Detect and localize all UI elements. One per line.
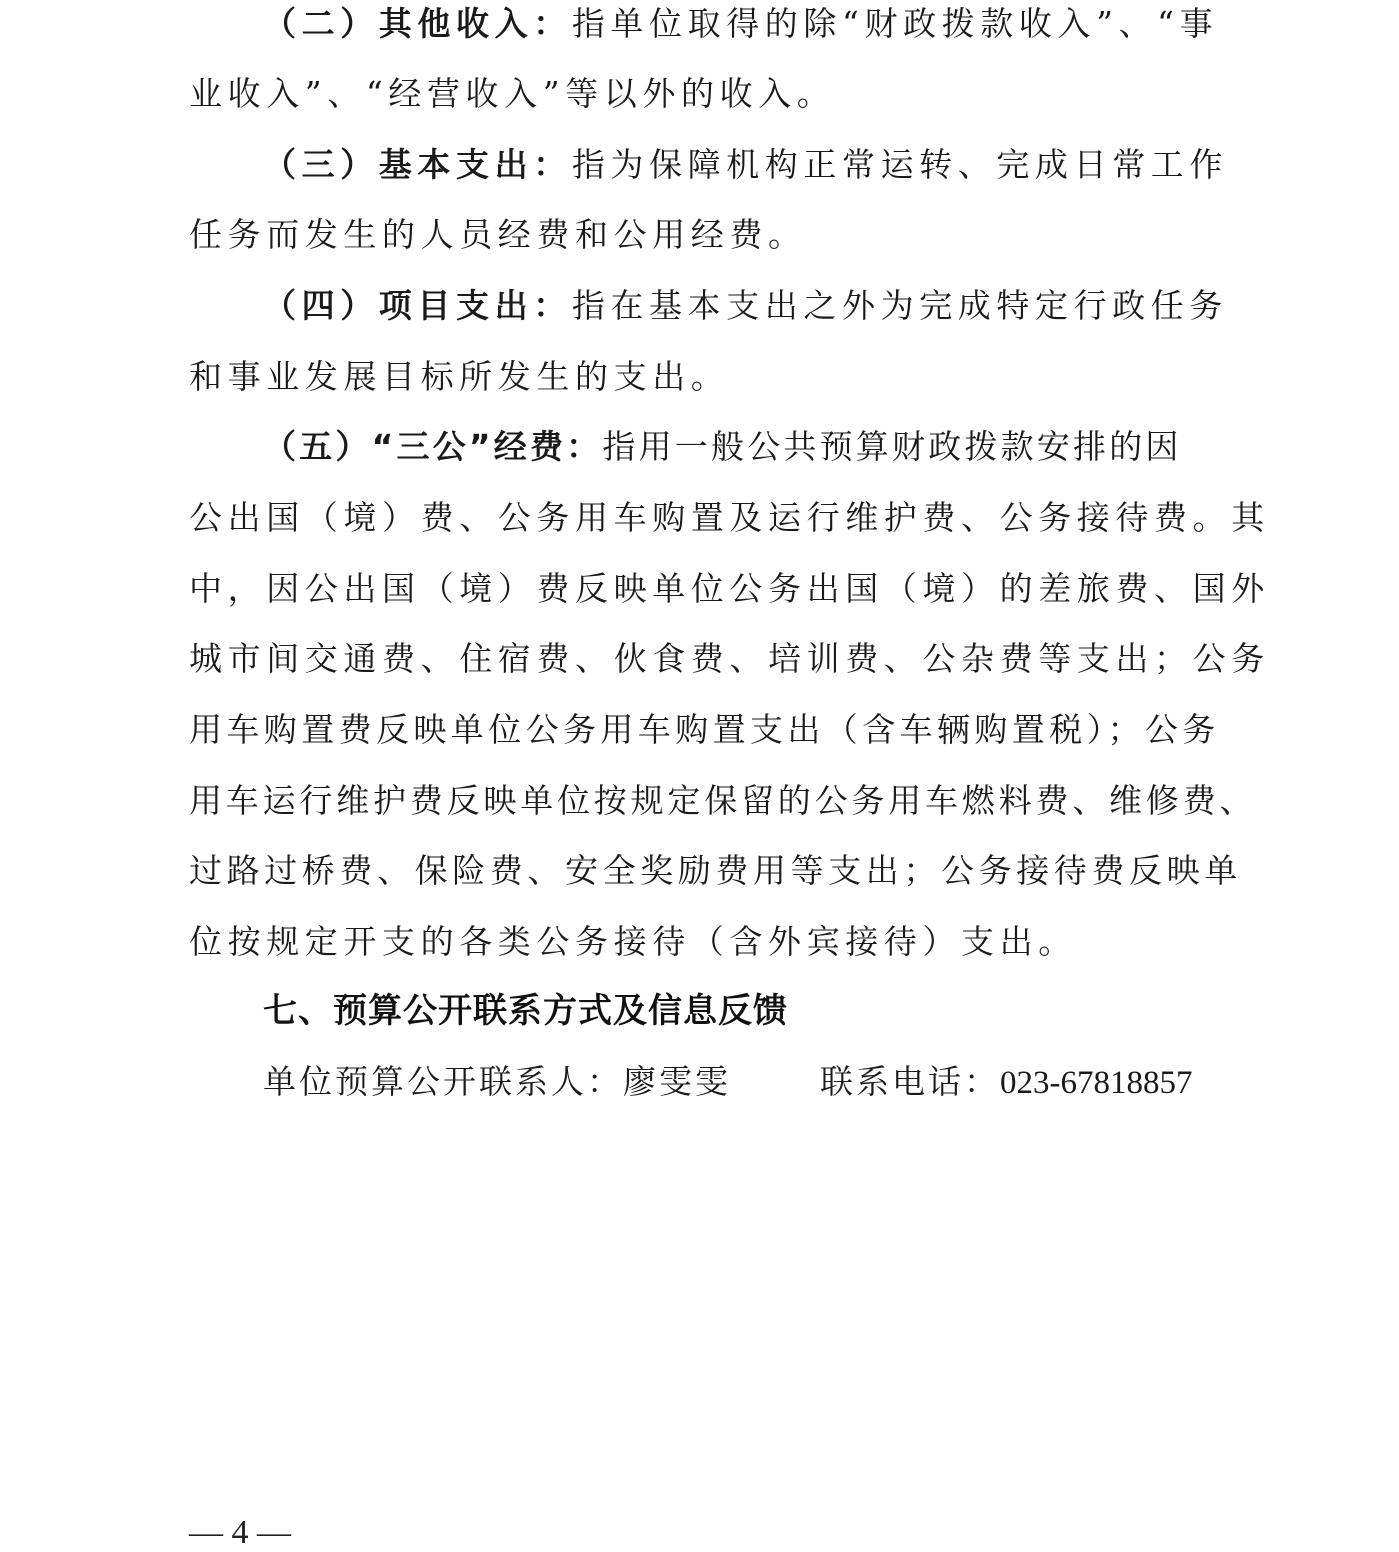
item-3-label: （三）基本支出： <box>263 145 572 184</box>
contact-phone-label: 联系电话： <box>820 1062 1000 1101</box>
item-4-line-2: 和事业发展目标所发生的支出。 <box>189 357 730 396</box>
item-5-line-7: 过路过桥费、保险费、安全奖励费用等支出；公务接待费反映单 <box>189 851 1242 890</box>
item-5-label: （五）“三公”经费： <box>263 427 603 466</box>
item-5-line-1 <box>263 425 1182 469</box>
page-number: — 4 — <box>189 1514 291 1551</box>
item-5-line-4: 城市间交通费、住宿费、伙食费、培训费、公杂费等支出；公务 <box>189 639 1270 678</box>
item-5-line-2: 公出国（境）费、公务用车购置及运行维护费、公务接待费。其 <box>189 498 1270 537</box>
item-3-text: 指为保障机构正常运转、完成日常工作 <box>571 145 1229 184</box>
item-5-line-6: 用车运行维护费反映单位按规定保留的公务用车燃料费、维修费、 <box>189 781 1257 820</box>
contact-person-label: 单位预算公开联系人： <box>263 1062 623 1101</box>
item-3-line-1 <box>263 143 1228 187</box>
item-2-label: （二）其他收入： <box>263 4 572 43</box>
item-2-text: 指单位取得的除“财政拨款收入”、“事 <box>571 4 1219 43</box>
section-heading: 七、预算公开联系方式及信息反馈 <box>263 991 788 1031</box>
contact-phone-number: 023-67818857 <box>1000 1065 1193 1101</box>
item-4-line-1 <box>263 284 1228 328</box>
item-3-line-2: 任务而发生的人员经费和公用经费。 <box>189 215 807 254</box>
contact-person-name: 廖雯雯 <box>623 1062 731 1101</box>
contact-phone <box>820 1060 1193 1105</box>
item-5-line-3: 中，因公出国（境）费反映单位公务出国（境）的差旅费、国外 <box>189 569 1270 608</box>
item-2-line-2: 业收入”、“经营收入”等以外的收入。 <box>189 74 836 113</box>
item-4-text: 指在基本支出之外为完成特定行政任务 <box>571 286 1229 325</box>
item-5-line-8: 位按规定开支的各类公务接待（含外宾接待）支出。 <box>189 922 1077 961</box>
item-5-line-5: 用车购置费反映单位公务用车购置支出（含车辆购置税）；公务 <box>189 710 1220 749</box>
item-4-label: （四）项目支出： <box>263 286 572 325</box>
item-5-text: 指用一般公共预算财政拨款安排的因 <box>602 427 1182 466</box>
item-2-line-1 <box>263 2 1218 46</box>
contact-line <box>263 1060 1193 1104</box>
